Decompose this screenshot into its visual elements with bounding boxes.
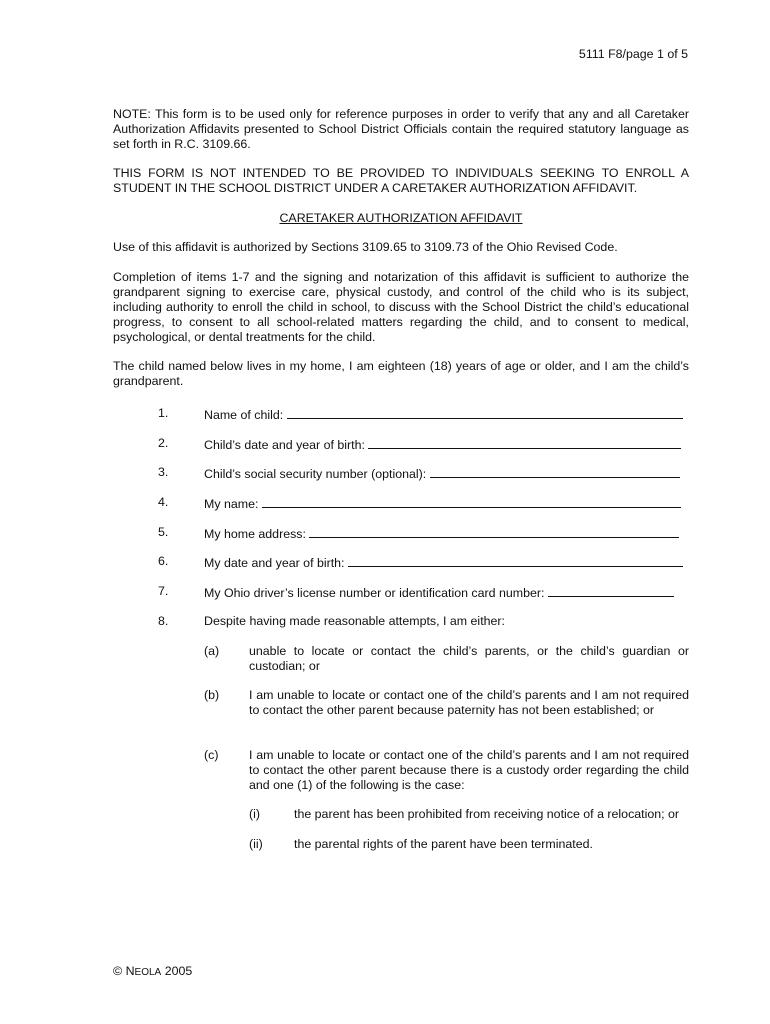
brand-rest: EOLA — [134, 967, 162, 978]
subsubitem-text: the parent has been prohibited from receiving notice of a relocation; or — [294, 807, 680, 821]
child-birth-date-field[interactable] — [368, 436, 681, 449]
subitem-letter: (a) — [204, 644, 220, 658]
subsubitem-roman: (ii) — [249, 837, 263, 851]
subitem-text: unable to locate or contact the child’s parents, or the child’s guardian or custodian; or — [249, 644, 689, 673]
name-of-child-field[interactable] — [287, 406, 683, 419]
authorization-paragraph: Use of this affidavit is authorized by Sections 3109.65 to 3109.73 of the Ohio Revised Code. — [113, 240, 618, 254]
copyright-symbol: © — [113, 964, 123, 978]
subitem-letter: (b) — [204, 688, 220, 702]
warning-paragraph: THIS FORM IS NOT INTENDED TO BE PROVIDED TO INDIVIDUALS SEEKING TO ENROLL A STUDENT IN THE SCHOOL DISTRICT UNDER A CARETAKER AUTHORIZATION AFFIDAVIT. — [113, 166, 689, 195]
my-birth-date-field[interactable] — [348, 554, 683, 567]
item-number: 1. — [158, 406, 169, 420]
home-address-field[interactable] — [309, 525, 679, 538]
item-label: Child’s date and year of birth: — [204, 438, 365, 452]
item-number: 7. — [158, 584, 169, 598]
item-number: 4. — [158, 495, 169, 509]
license-number-field[interactable] — [548, 584, 674, 597]
copyright-year: 2005 — [164, 964, 193, 978]
completion-paragraph: Completion of items 1-7 and the signing and notarization of this affidavit is sufficient to authorize the grandparent signing to exercise care, physical custody, and control of the child who is its subject, including authority to enroll the child in school, to discuss with the School District the child’s educational progress, to consent to all school-related matters regarding the child, and to consent to medical, psychological, or dental treatments for the child. — [113, 270, 689, 344]
item-label: My Ohio driver’s license number or identification card number: — [204, 586, 545, 600]
item-label: Name of child: — [204, 408, 284, 422]
item-number: 6. — [158, 554, 169, 568]
subsubitem-roman: (i) — [249, 807, 261, 821]
item-number: 2. — [158, 436, 169, 450]
subitem-text: I am unable to locate or contact one of the child’s parents and I am not required to contact the other parent because paternity has not been established; or — [249, 688, 689, 717]
subsubitem-text: the parental rights of the parent have been terminated. — [294, 837, 593, 851]
statement-paragraph: The child named below lives in my home, I am eighteen (18) years of age or older, and I am the child’s grandparent. — [113, 359, 689, 388]
item-label: My home address: — [204, 527, 306, 541]
note-paragraph: NOTE: This form is to be used only for reference purposes in order to verify that any and all Caretaker Authorization Affidavits presented to School District Officials contain the required statutory language as set forth in R.C. 3109.66. — [113, 107, 689, 151]
page-reference: 5111 F8/page 1 of 5 — [578, 47, 688, 61]
brand-initial: N — [125, 964, 135, 978]
item-label: My name: — [204, 497, 259, 511]
item-label: Child’s social security number (optional): — [204, 467, 427, 481]
item-label: Despite having made reasonable attempts, I am either: — [204, 614, 505, 628]
subitem-text: I am unable to locate or contact one of the child’s parents and I am not required to contact the other parent because there is a custody order regarding the child and one (1) of the following is the case: — [249, 748, 689, 792]
form-title: CARETAKER AUTHORIZATION AFFIDAVIT — [279, 211, 523, 225]
item-number: 3. — [158, 465, 169, 479]
subitem-letter: (c) — [204, 748, 219, 762]
copyright-footer — [113, 964, 192, 980]
item-label: My date and year of birth: — [204, 556, 345, 570]
item-number: 5. — [158, 525, 169, 539]
my-name-field[interactable] — [262, 495, 681, 508]
child-ssn-field[interactable] — [430, 465, 680, 478]
item-number: 8. — [158, 614, 169, 628]
